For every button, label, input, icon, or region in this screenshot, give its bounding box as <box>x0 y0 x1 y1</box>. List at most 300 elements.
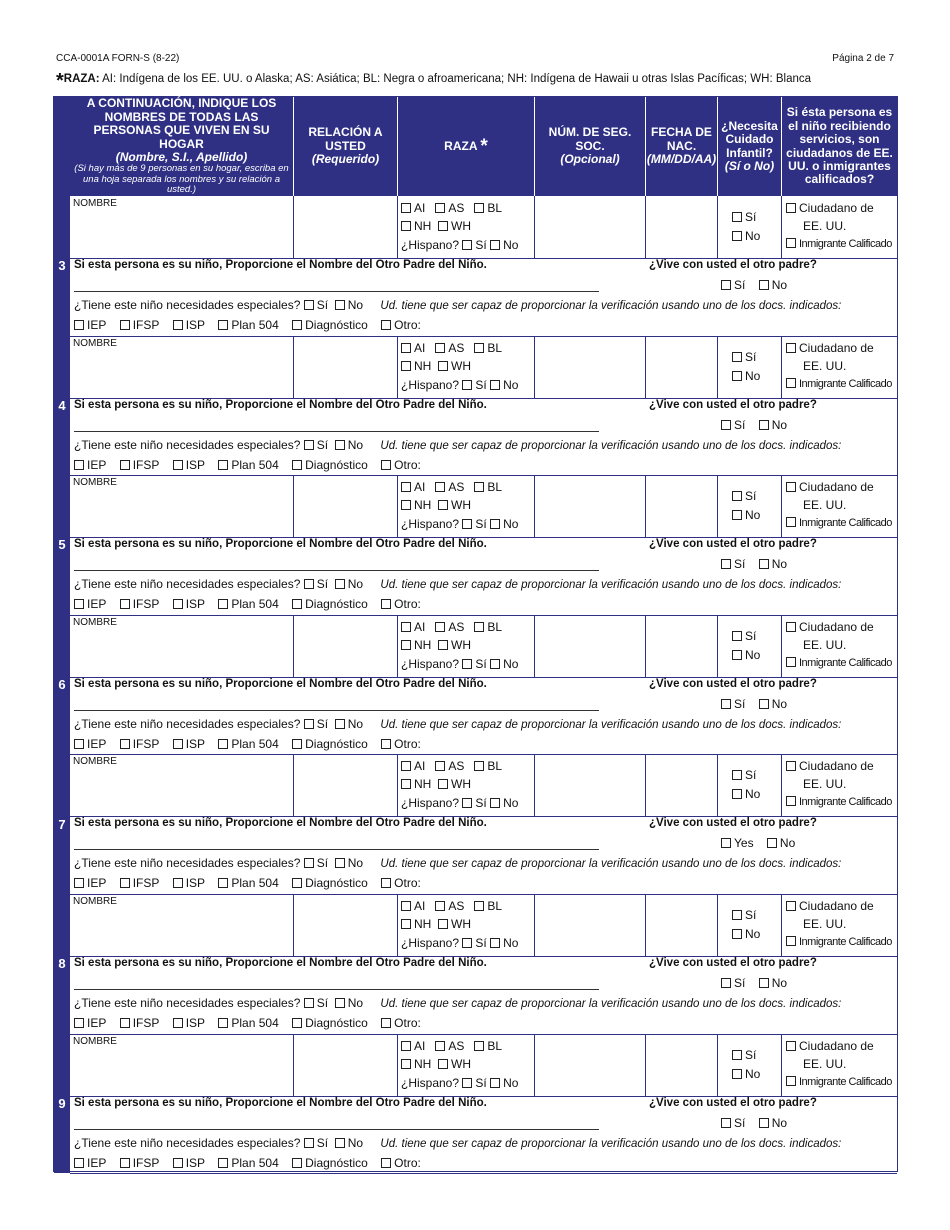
ssn-cell[interactable] <box>535 894 646 956</box>
race-ai-checkbox[interactable] <box>401 622 411 632</box>
race-nh-checkbox[interactable] <box>401 221 411 231</box>
race-nh-checkbox[interactable] <box>401 779 411 789</box>
doc-iep-checkbox[interactable] <box>74 1158 84 1168</box>
row-number: 7 <box>58 816 66 832</box>
hispanic-yes-checkbox[interactable] <box>462 938 472 948</box>
race-nh-label: NH <box>414 219 432 233</box>
race-nh-checkbox[interactable] <box>401 1059 411 1069</box>
special-needs-no-checkbox[interactable] <box>335 858 345 868</box>
doc-iep-checkbox[interactable] <box>74 1018 84 1028</box>
special-needs-no-label: No <box>347 298 364 312</box>
lives-with-no-checkbox[interactable] <box>759 978 769 988</box>
doc-isp-checkbox[interactable] <box>173 1018 183 1028</box>
row-number: 6 <box>58 677 66 693</box>
name-cell[interactable] <box>70 196 294 258</box>
race-wh-checkbox[interactable] <box>438 640 448 650</box>
hispanic-yes-checkbox[interactable] <box>462 240 472 250</box>
lives-with-no-checkbox[interactable] <box>759 280 769 290</box>
doc-plan504-checkbox[interactable] <box>218 320 228 330</box>
race-wh-label: WH <box>451 637 472 652</box>
doc-ifsp-checkbox[interactable] <box>120 878 130 888</box>
other-parent-question: Si esta persona es su niño, Proporcione el Nombre del Otro Padre del Niño. <box>74 956 487 969</box>
doc-otro-checkbox[interactable] <box>381 599 391 609</box>
race-as-checkbox[interactable] <box>435 343 445 353</box>
relation-cell[interactable] <box>294 615 398 677</box>
race-as-checkbox[interactable] <box>435 203 445 213</box>
race-cell <box>398 196 535 258</box>
name-cell[interactable] <box>70 1034 294 1096</box>
childcare-no-label: No <box>745 926 761 941</box>
childcare-no-checkbox[interactable] <box>732 371 742 381</box>
childcare-no-checkbox[interactable] <box>732 789 742 799</box>
immigrant-option <box>786 796 892 808</box>
ssn-cell[interactable] <box>535 336 646 398</box>
race-wh-checkbox[interactable] <box>438 1059 448 1069</box>
hispanic-yes-label: Sí <box>475 377 487 392</box>
doc-otro-label: Otro: <box>394 876 421 891</box>
hispanic-no-checkbox[interactable] <box>490 659 500 669</box>
doc-otro-checkbox[interactable] <box>381 739 391 749</box>
race-as-checkbox[interactable] <box>435 1041 445 1051</box>
hispanic-yes-checkbox[interactable] <box>462 659 472 669</box>
race-ai-label: AI <box>414 898 426 913</box>
race-bl-checkbox[interactable] <box>474 343 484 353</box>
childcare-no <box>732 508 760 522</box>
doc-isp-checkbox[interactable] <box>173 1158 183 1168</box>
race-cell <box>398 475 535 537</box>
hispanic-no-checkbox[interactable] <box>490 240 500 250</box>
ssn-cell[interactable] <box>535 196 646 258</box>
other-parent-name-line[interactable] <box>74 849 599 850</box>
other-parent-name-line[interactable] <box>74 710 599 711</box>
special-needs-no-checkbox[interactable] <box>335 440 345 450</box>
name-cell[interactable] <box>70 754 294 816</box>
hispanic-line <box>401 936 518 950</box>
doc-iep-checkbox[interactable] <box>74 739 84 749</box>
race-nh-checkbox[interactable] <box>401 640 411 650</box>
doc-diagnostico-checkbox[interactable] <box>292 1018 302 1028</box>
doc-plan504-checkbox[interactable] <box>218 739 228 749</box>
doc-plan504-checkbox[interactable] <box>218 1018 228 1028</box>
special-needs-yes-checkbox[interactable] <box>304 858 314 868</box>
citizen-label: Ciudadano de <box>799 480 874 495</box>
person-info-cells <box>70 196 897 259</box>
citizenship-cell <box>782 196 897 258</box>
race-options-line-1 <box>401 201 502 215</box>
doc-diagnostico-checkbox[interactable] <box>292 599 302 609</box>
doc-plan504-label: Plan 504 <box>231 1015 279 1030</box>
race-bl-checkbox[interactable] <box>474 622 484 632</box>
doc-plan504-checkbox[interactable] <box>218 1158 228 1168</box>
race-ai-checkbox[interactable] <box>401 1041 411 1051</box>
doc-otro-checkbox[interactable] <box>381 878 391 888</box>
hispanic-label: ¿Hispano? <box>401 656 460 671</box>
doc-isp-label: ISP <box>185 736 206 751</box>
hispanic-yes-checkbox[interactable] <box>462 798 472 808</box>
hispanic-yes-label: Sí <box>475 656 487 671</box>
doc-otro-checkbox[interactable] <box>381 320 391 330</box>
hispanic-no-checkbox[interactable] <box>490 380 500 390</box>
dob-cell[interactable] <box>646 754 718 816</box>
lives-with-yes-checkbox[interactable] <box>721 838 731 848</box>
race-bl-label: BL <box>487 619 503 634</box>
race-ai-label: AI <box>414 1038 426 1053</box>
doc-isp-checkbox[interactable] <box>173 460 183 470</box>
doc-ifsp-checkbox[interactable] <box>120 599 130 609</box>
race-wh-label: WH <box>451 498 472 513</box>
dob-cell[interactable] <box>646 475 718 537</box>
person-info-cells <box>70 475 897 538</box>
childcare-cell <box>718 1034 782 1096</box>
name-cell[interactable] <box>70 615 294 677</box>
hispanic-no-checkbox[interactable] <box>490 938 500 948</box>
relation-cell[interactable] <box>294 754 398 816</box>
special-needs-no-label: No <box>347 437 364 452</box>
doc-isp-checkbox[interactable] <box>173 320 183 330</box>
lives-with-question: ¿Vive con usted el otro padre? <box>649 1096 817 1109</box>
race-as-checkbox[interactable] <box>435 482 445 492</box>
lives-with-no-checkbox[interactable] <box>759 420 769 430</box>
race-ai-label: AI <box>414 619 426 634</box>
race-bl-checkbox[interactable] <box>474 203 484 213</box>
doc-isp-checkbox[interactable] <box>173 739 183 749</box>
lives-with-yes-label: Sí <box>734 975 746 990</box>
race-wh-checkbox[interactable] <box>438 361 448 371</box>
citizenship-cell <box>782 754 897 816</box>
hispanic-yes-label: Sí <box>475 935 487 950</box>
lives-with-yes-label: Sí <box>734 278 746 292</box>
doc-otro-checkbox[interactable] <box>381 1018 391 1028</box>
relation-cell[interactable] <box>294 475 398 537</box>
race-ai-label: AI <box>414 759 426 774</box>
column-header-childcare <box>718 97 782 196</box>
immigrant-checkbox[interactable] <box>786 517 796 527</box>
race-as-label: AS <box>448 898 465 913</box>
special-needs-no-checkbox[interactable] <box>335 579 345 589</box>
row-number-band <box>54 336 70 476</box>
childcare-no <box>732 648 760 662</box>
doc-isp-checkbox[interactable] <box>173 878 183 888</box>
childcare-yes-checkbox[interactable] <box>732 770 742 780</box>
doc-ifsp-checkbox[interactable] <box>120 320 130 330</box>
race-cell <box>398 894 535 956</box>
childcare-yes <box>732 908 756 922</box>
lives-with-no-checkbox[interactable] <box>759 1118 769 1128</box>
doc-diagnostico-checkbox[interactable] <box>292 460 302 470</box>
childcare-yes-label: Sí <box>745 210 757 224</box>
immigrant-checkbox[interactable] <box>786 796 796 806</box>
childcare-no-checkbox[interactable] <box>732 1069 742 1079</box>
special-needs-no-checkbox[interactable] <box>335 998 345 1008</box>
race-ai-checkbox[interactable] <box>401 901 411 911</box>
doc-isp-checkbox[interactable] <box>173 599 183 609</box>
race-wh-checkbox[interactable] <box>438 919 448 929</box>
citizen-label-2: EE. UU. <box>803 358 847 373</box>
lives-with-yes-checkbox[interactable] <box>721 559 731 569</box>
race-as-label: AS <box>448 340 465 355</box>
special-needs-question: ¿Tiene este niño necesidades especiales? <box>74 856 301 871</box>
hispanic-yes-checkbox[interactable] <box>462 380 472 390</box>
lives-with-yes-label: Yes <box>734 836 754 851</box>
race-as-checkbox[interactable] <box>435 761 445 771</box>
race-nh-checkbox[interactable] <box>401 361 411 371</box>
table-header <box>54 97 897 196</box>
lives-with-yes-label: Sí <box>734 417 746 432</box>
doc-otro-label: Otro: <box>394 1155 421 1170</box>
name-label: NOMBRE <box>73 477 117 489</box>
verification-note: Ud. tiene que ser capaz de proporcionar la verificación usando uno de los docs. indicados: <box>380 579 842 592</box>
lives-with-yes-checkbox[interactable] <box>721 280 731 290</box>
lives-with-no-label: No <box>771 557 788 572</box>
race-ai-checkbox[interactable] <box>401 482 411 492</box>
hispanic-yes-label: Sí <box>475 1075 487 1090</box>
special-needs-yes-label: Sí <box>316 577 329 592</box>
childcare-no <box>732 787 760 801</box>
hispanic-no-checkbox[interactable] <box>490 1078 500 1088</box>
citizen-checkbox[interactable] <box>786 622 796 632</box>
hispanic-no-checkbox[interactable] <box>490 798 500 808</box>
dob-cell[interactable] <box>646 615 718 677</box>
doc-iep-checkbox[interactable] <box>74 878 84 888</box>
citizen-checkbox[interactable] <box>786 1041 796 1051</box>
childcare-yes <box>732 1048 756 1062</box>
relation-cell[interactable] <box>294 1034 398 1096</box>
race-bl-checkbox[interactable] <box>474 482 484 492</box>
hispanic-label: ¿Hispano? <box>401 517 460 532</box>
lives-with-no-label: No <box>771 417 788 432</box>
citizen-checkbox[interactable] <box>786 203 796 213</box>
special-needs-no-label: No <box>347 577 364 592</box>
doc-plan504-label: Plan 504 <box>231 597 279 612</box>
lives-with-question: ¿Vive con usted el otro padre? <box>649 538 817 551</box>
verification-note: Ud. tiene que ser capaz de proporcionar la verificación usando uno de los docs. indicados: <box>380 439 842 452</box>
doc-ifsp-checkbox[interactable] <box>120 739 130 749</box>
name-cell[interactable] <box>70 336 294 398</box>
other-parent-name-line[interactable] <box>74 291 599 292</box>
lives-with-yes-checkbox[interactable] <box>721 978 731 988</box>
column-header-dob <box>646 97 718 196</box>
special-needs-yes-checkbox[interactable] <box>304 719 314 729</box>
special-needs-no-label: No <box>347 716 364 731</box>
hispanic-yes-checkbox[interactable] <box>462 519 472 529</box>
relation-cell[interactable] <box>294 336 398 398</box>
doc-ifsp-label: IFSP <box>132 736 160 751</box>
doc-iep-checkbox[interactable] <box>74 320 84 330</box>
special-needs-no-checkbox[interactable] <box>335 719 345 729</box>
immigrant-option <box>786 238 892 250</box>
doc-plan504-label: Plan 504 <box>231 318 279 332</box>
race-bl-checkbox[interactable] <box>474 761 484 771</box>
citizenship-cell <box>782 475 897 537</box>
race-bl-checkbox[interactable] <box>474 901 484 911</box>
race-wh-checkbox[interactable] <box>438 221 448 231</box>
childcare-yes-checkbox[interactable] <box>732 1050 742 1060</box>
lives-with-options <box>721 278 787 292</box>
childcare-yes-checkbox[interactable] <box>732 491 742 501</box>
childcare-yes-checkbox[interactable] <box>732 212 742 222</box>
citizen-checkbox[interactable] <box>786 482 796 492</box>
race-as-label: AS <box>448 619 465 634</box>
child-details <box>70 1096 897 1173</box>
person-info-cells <box>70 1034 897 1097</box>
race-ai-checkbox[interactable] <box>401 761 411 771</box>
special-needs-question: ¿Tiene este niño necesidades especiales? <box>74 995 301 1010</box>
lives-with-question: ¿Vive con usted el otro padre? <box>649 677 817 690</box>
special-needs-yes-checkbox[interactable] <box>304 998 314 1008</box>
other-parent-name-line[interactable] <box>74 1129 599 1130</box>
lives-with-no-label: No <box>771 1115 788 1130</box>
doc-isp-label: ISP <box>185 318 206 332</box>
lives-with-yes-checkbox[interactable] <box>721 420 731 430</box>
citizen-label: Ciudadano de <box>799 759 874 774</box>
verification-note: Ud. tiene que ser capaz de proporcionar la verificación usando uno de los docs. indicados: <box>380 997 842 1010</box>
doc-iep-label: IEP <box>87 1015 107 1030</box>
race-as-checkbox[interactable] <box>435 622 445 632</box>
person-rows <box>54 196 897 1173</box>
doc-diagnostico-checkbox[interactable] <box>292 739 302 749</box>
doc-iep-label: IEP <box>87 457 107 472</box>
hispanic-no-checkbox[interactable] <box>490 519 500 529</box>
childcare-header-title: ¿Necesita Cuidado Infantil? <box>721 118 778 160</box>
race-ai-checkbox[interactable] <box>401 203 411 213</box>
doc-ifsp-label: IFSP <box>132 1155 160 1170</box>
hispanic-line <box>401 657 518 671</box>
race-options-line-2 <box>401 917 471 931</box>
doc-iep-checkbox[interactable] <box>74 460 84 470</box>
race-ai-checkbox[interactable] <box>401 343 411 353</box>
other-parent-name-line[interactable] <box>74 570 599 571</box>
childcare-cell <box>718 475 782 537</box>
doc-diagnostico-label: Diagnóstico <box>305 597 368 612</box>
verification-docs <box>74 876 431 890</box>
immigrant-checkbox[interactable] <box>786 238 796 248</box>
race-nh-checkbox[interactable] <box>401 500 411 510</box>
ssn-cell[interactable] <box>535 475 646 537</box>
doc-ifsp-checkbox[interactable] <box>120 1018 130 1028</box>
race-nh-checkbox[interactable] <box>401 919 411 929</box>
citizen-option <box>786 480 874 494</box>
doc-ifsp-checkbox[interactable] <box>120 1158 130 1168</box>
hispanic-yes-checkbox[interactable] <box>462 1078 472 1088</box>
doc-plan504-checkbox[interactable] <box>218 460 228 470</box>
doc-otro-checkbox[interactable] <box>381 1158 391 1168</box>
ssn-cell[interactable] <box>535 754 646 816</box>
special-needs-yes-checkbox[interactable] <box>304 300 314 310</box>
lives-with-yes-checkbox[interactable] <box>721 699 731 709</box>
dob-cell[interactable] <box>646 336 718 398</box>
childcare-yes-checkbox[interactable] <box>732 910 742 920</box>
doc-otro-checkbox[interactable] <box>381 460 391 470</box>
person-info-cells <box>70 336 897 399</box>
ssn-cell[interactable] <box>535 1034 646 1096</box>
childcare-no-checkbox[interactable] <box>732 510 742 520</box>
doc-diagnostico-checkbox[interactable] <box>292 320 302 330</box>
doc-diagnostico-checkbox[interactable] <box>292 1158 302 1168</box>
citizen-checkbox[interactable] <box>786 761 796 771</box>
other-parent-name-line[interactable] <box>74 431 599 432</box>
hispanic-label: ¿Hispano? <box>401 1075 460 1090</box>
dob-cell[interactable] <box>646 1034 718 1096</box>
special-needs-yes-checkbox[interactable] <box>304 579 314 589</box>
person-row <box>54 475 897 615</box>
immigrant-option <box>786 936 892 948</box>
race-legend-text: AI: Indígena de los EE. UU. o Alaska; AS: Asiática; BL: Negra o afroamericana; NH: Indígena de Hawaii u otras Islas Pacíficas; WH: Blanca <box>99 73 812 85</box>
race-options-line-2 <box>401 498 471 512</box>
doc-iep-checkbox[interactable] <box>74 599 84 609</box>
childcare-yes-checkbox[interactable] <box>732 631 742 641</box>
special-needs-no-checkbox[interactable] <box>335 300 345 310</box>
immigrant-checkbox[interactable] <box>786 936 796 946</box>
special-needs-yes-checkbox[interactable] <box>304 440 314 450</box>
childcare-yes <box>732 629 756 643</box>
special-needs-line <box>74 298 841 312</box>
childcare-no-label: No <box>745 229 761 243</box>
immigrant-checkbox[interactable] <box>786 1076 796 1086</box>
doc-plan504-checkbox[interactable] <box>218 878 228 888</box>
special-needs-no-label: No <box>347 856 364 871</box>
ssn-header-title: NÚM. DE SEG. SOC. <box>548 125 632 153</box>
other-parent-question: Si esta persona es su niño, Proporcione el Nombre del Otro Padre del Niño. <box>74 259 487 271</box>
race-as-checkbox[interactable] <box>435 901 445 911</box>
childcare-no-checkbox[interactable] <box>732 231 742 241</box>
lives-with-no-checkbox[interactable] <box>759 699 769 709</box>
immigrant-checkbox[interactable] <box>786 378 796 388</box>
doc-plan504-checkbox[interactable] <box>218 599 228 609</box>
ssn-cell[interactable] <box>535 615 646 677</box>
special-needs-no-checkbox[interactable] <box>335 1138 345 1148</box>
row-number-band <box>54 754 70 894</box>
lives-with-no-checkbox[interactable] <box>767 838 777 848</box>
immigrant-option <box>786 1076 892 1088</box>
form-code: CCA-0001A FORN-S (8-22) <box>56 53 180 64</box>
lives-with-no-label: No <box>771 696 788 711</box>
childcare-yes-label: Sí <box>745 628 757 643</box>
immigrant-checkbox[interactable] <box>786 657 796 667</box>
childcare-no-checkbox[interactable] <box>732 929 742 939</box>
race-wh-checkbox[interactable] <box>438 500 448 510</box>
dob-cell[interactable] <box>646 196 718 258</box>
name-cell[interactable] <box>70 894 294 956</box>
special-needs-question: ¿Tiene este niño necesidades especiales? <box>74 298 301 312</box>
lives-with-yes-checkbox[interactable] <box>721 1118 731 1128</box>
doc-ifsp-label: IFSP <box>132 597 160 612</box>
name-cell[interactable] <box>70 475 294 537</box>
race-wh-checkbox[interactable] <box>438 779 448 789</box>
other-parent-name-line[interactable] <box>74 989 599 990</box>
dob-cell[interactable] <box>646 894 718 956</box>
race-asterisk: * <box>56 70 64 92</box>
citizen-option <box>786 759 874 773</box>
doc-ifsp-label: IFSP <box>132 457 160 472</box>
special-needs-line <box>74 996 841 1010</box>
citizenship-cell <box>782 336 897 398</box>
race-legend-label: RAZA: <box>63 73 100 85</box>
citizen-checkbox[interactable] <box>786 901 796 911</box>
doc-diagnostico-checkbox[interactable] <box>292 878 302 888</box>
citizenship-header-title: Si ésta persona es el niño recibiendo servicios, son ciudadanos de EE. UU. o inmigrantes calificados? <box>786 105 893 187</box>
names-header-sub: (Nombre, S.I., Apellido) <box>115 150 248 164</box>
doc-ifsp-checkbox[interactable] <box>120 460 130 470</box>
relation-cell[interactable] <box>294 894 398 956</box>
special-needs-yes-label: Sí <box>316 1135 329 1150</box>
childcare-no-checkbox[interactable] <box>732 650 742 660</box>
citizen-checkbox[interactable] <box>786 343 796 353</box>
race-bl-checkbox[interactable] <box>474 1041 484 1051</box>
lives-with-no-checkbox[interactable] <box>759 559 769 569</box>
relation-cell[interactable] <box>294 196 398 258</box>
childcare-yes-checkbox[interactable] <box>732 352 742 362</box>
special-needs-yes-checkbox[interactable] <box>304 1138 314 1148</box>
